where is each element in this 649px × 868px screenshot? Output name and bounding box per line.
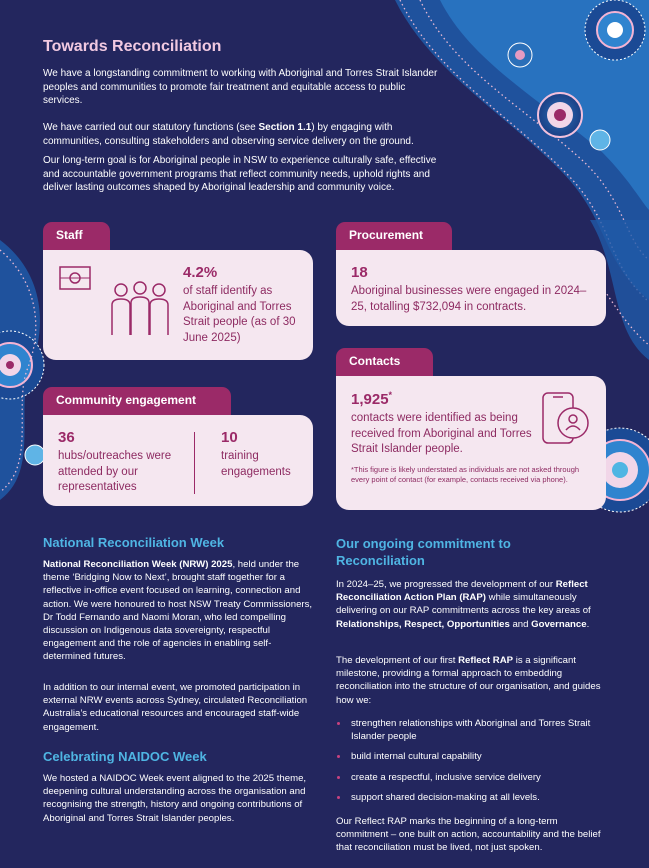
training-number: 10 [221, 429, 238, 446]
nrw-heading: National Reconciliation Week [43, 535, 225, 550]
procurement-card [336, 250, 606, 326]
nrw-paragraph-2: In addition to our internal event, we promoted participation in external NRW events across Sydney, circulated Reconciliation Australia’s educational resources and encouraged staff-wide engagement. [43, 682, 308, 733]
list-item: build internal cultural capability [336, 750, 604, 763]
commitment-paragraph-2: The development of our first Reflect RAP is a significant milestone, providing a formal approach to embedding reconciliation into the structure of our organisation, and guides how we: [336, 655, 601, 706]
commitment-bullet-list [336, 717, 604, 811]
naidoc-paragraph: We hosted a NAIDOC Week event aligned to the 2025 theme, deepening cultural understanding across the organisation and recognising the strength, history and ongoing contributions of Aboriginal and Torres Strait Islander peoples. [43, 773, 307, 824]
phone-contact-icon [541, 391, 593, 445]
procurement-number: 18 [351, 264, 368, 281]
contacts-number: 1,925* [351, 390, 393, 408]
commitment-paragraph-3: Our Reflect RAP marks the beginning of a long-term commitment – one built on action, accountability and the belief that reconciliation must be lived, not just spoken. [336, 816, 601, 854]
staff-card [43, 250, 313, 360]
people-group-icon [109, 280, 171, 340]
staff-tab: Staff [43, 222, 110, 252]
training-description: training engagements [221, 450, 291, 478]
contacts-card [336, 376, 606, 510]
staff-description: of staff identify as Aboriginal and Torres Strait people (as of 30 June 2025) [183, 285, 296, 344]
list-item: support shared decision-making at all levels. [336, 791, 604, 804]
stat-divider [194, 432, 195, 494]
list-item: create a respectful, inclusive service delivery [336, 771, 604, 784]
hubs-number: 36 [58, 429, 75, 446]
procurement-description: Aboriginal businesses were engaged in 2024–25, totalling $732,094 in contracts. [351, 285, 587, 313]
staff-percentage: 4.2% [183, 264, 218, 281]
community-engagement-card [43, 415, 313, 506]
naidoc-heading: Celebrating NAIDOC Week [43, 749, 207, 764]
contacts-tab: Contacts [336, 348, 433, 378]
page-title: Towards Reconciliation [43, 38, 222, 55]
commitment-heading: Our ongoing commitment to Reconciliation [336, 536, 511, 568]
community-engagement-tab: Community engagement [43, 387, 231, 417]
contacts-description: contacts were identified as being received from Aboriginal and Torres Strait Islander people. [351, 412, 532, 455]
list-item: strengthen relationships with Aboriginal and Torres Strait Islander people [336, 717, 604, 743]
contacts-footnote: *This figure is likely understated as individuals are not asked through every point of contact (for example, contacts received via phone). [351, 465, 580, 484]
flag-icon [59, 266, 91, 290]
intro-paragraph-1: We have a longstanding commitment to working with Aboriginal and Torres Strait Islander peoples and communities to promote fair treatment and equitable access to public services. [43, 68, 438, 106]
nrw-paragraph-1: National Reconciliation Week (NRW) 2025, held under the theme ‘Bridging Now to Next’, brought staff together for a reflective in-office event focused on learning, connection and action. We were honoured to host NSW Treaty Commissioners, Dr Todd Fernando and Naomi Moran, who led compelling discussion on Indigenous data sovereignty, respectful engagement and the role of agencies in enabling self-determined futures. [43, 559, 313, 663]
intro-paragraph-2: We have carried out our statutory functions (see Section 1.1) by engaging with communities, consulting stakeholders and observing service delivery on the ground. [43, 122, 414, 147]
commitment-paragraph-1: In 2024–25, we progressed the development of our Reflect Reconciliation Action Plan (RAP) while simultaneously delivering on our RAP commitments across the key areas of Relationships, Respect, Opportunities and Governance. [336, 579, 591, 630]
procurement-tab: Procurement [336, 222, 452, 252]
intro-paragraph-3: Our long-term goal is for Aboriginal people in NSW to experience culturally safe, effective and accountable government programs that reflect community needs, uphold rights and deliver lasting outcomes shaped by Aboriginal leadership and community voice. [43, 155, 437, 193]
hubs-description: hubs/outreaches were attended by our representatives [58, 450, 172, 493]
